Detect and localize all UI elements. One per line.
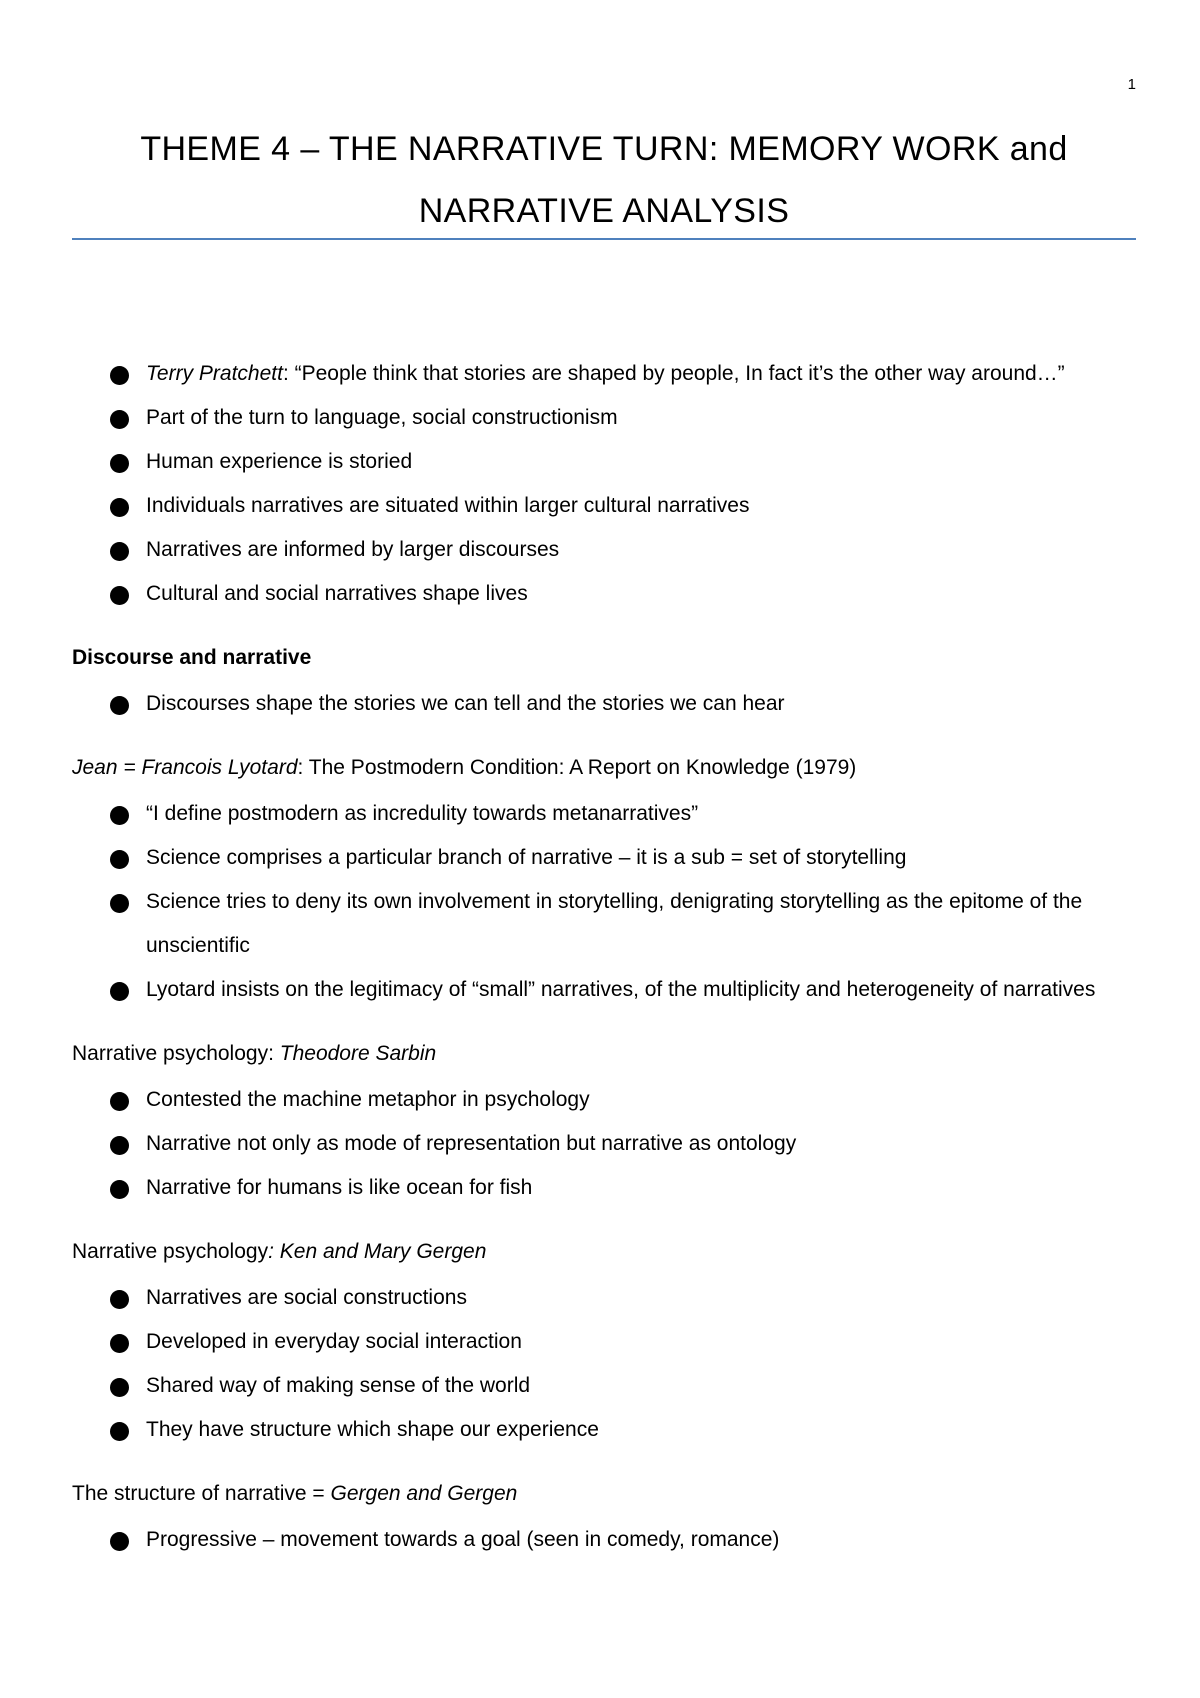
bullet-icon <box>110 894 129 913</box>
list-item <box>72 1408 1142 1452</box>
list-item-text: They have structure which shape our experience <box>146 1418 599 1441</box>
bullet-icon <box>110 454 129 473</box>
section-heading-lyotard <box>72 746 1142 790</box>
list-item <box>72 572 1142 616</box>
bullet-icon <box>110 586 129 605</box>
list-item-text: Discourses shape the stories we can tell and the stories we can hear <box>146 692 785 715</box>
author-name: : Ken and Mary Gergen <box>268 1240 487 1263</box>
list-item-text: Part of the turn to language, social constructionism <box>146 406 618 429</box>
list-item-text: Cultural and social narratives shape lives <box>146 582 528 605</box>
list-item <box>72 836 1142 880</box>
heading-text: : The Postmodern Condition: A Report on Knowledge (1979) <box>297 756 857 779</box>
gergen-list <box>72 1276 1142 1452</box>
lyotard-list <box>72 792 1142 1012</box>
bullet-icon <box>110 410 129 429</box>
list-item <box>72 1122 1142 1166</box>
title-line-2: NARRATIVE ANALYSIS <box>418 192 790 230</box>
bullet-icon <box>110 1334 129 1353</box>
bullet-icon <box>110 850 129 869</box>
list-item-text: Developed in everyday social interaction <box>146 1330 522 1353</box>
bullet-icon <box>110 982 129 1001</box>
document-body <box>72 352 1142 1562</box>
list-item-text: Science comprises a particular branch of narrative – it is a sub = set of storytelling <box>146 846 907 869</box>
list-item <box>72 484 1142 528</box>
structure-list <box>72 1518 1142 1562</box>
page-number: 1 <box>1127 76 1136 93</box>
list-item <box>72 528 1142 572</box>
heading-text: Discourse and narrative <box>72 646 312 669</box>
list-item <box>72 1276 1142 1320</box>
sarbin-list <box>72 1078 1142 1210</box>
list-item <box>72 396 1142 440</box>
list-item-text: Human experience is storied <box>146 450 413 473</box>
list-item-text: Individuals narratives are situated within larger cultural narratives <box>146 494 750 517</box>
section-heading-sarbin <box>72 1032 1142 1076</box>
bullet-icon <box>110 1136 129 1155</box>
list-item-text: Narratives are informed by larger discourses <box>146 538 560 561</box>
bullet-icon <box>110 1532 129 1551</box>
list-item <box>72 1078 1142 1122</box>
heading-text: The structure of narrative = <box>72 1482 331 1505</box>
list-item <box>72 1166 1142 1210</box>
list-item <box>72 1518 1142 1562</box>
heading-text: Narrative psychology: <box>72 1042 280 1065</box>
list-item <box>72 792 1142 836</box>
section-heading-discourse <box>72 636 1142 680</box>
list-item <box>72 968 1142 1012</box>
list-item-text: Contested the machine metaphor in psychology <box>146 1088 590 1111</box>
list-item-text: Progressive – movement towards a goal (seen in comedy, romance) <box>146 1528 780 1551</box>
quote-author: Terry Pratchett <box>146 362 283 385</box>
bullet-icon <box>110 1092 129 1111</box>
bullet-icon <box>110 366 129 385</box>
bullet-icon <box>110 1180 129 1199</box>
list-item-text: Shared way of making sense of the world <box>146 1374 531 1397</box>
bullet-icon <box>110 542 129 561</box>
bullet-icon <box>110 1422 129 1441</box>
bullet-icon <box>110 1290 129 1309</box>
title-line-1: THEME 4 – THE NARRATIVE TURN: MEMORY WORK and <box>140 130 1068 168</box>
bullet-icon <box>110 498 129 517</box>
list-item-text: “I define postmodern as incredulity towards metanarratives” <box>146 802 699 825</box>
list-item <box>72 682 1142 726</box>
list-item <box>72 440 1142 484</box>
list-item-text: Lyotard insists on the legitimacy of “small” narratives, of the multiplicity and heterogeneity of narratives <box>146 978 1096 1001</box>
list-item-text: Narrative not only as mode of representation but narrative as ontology <box>146 1132 797 1155</box>
list-item-text: Science tries to deny its own involvement in storytelling, denigrating storytelling as the epitome of the unscientific <box>146 890 1083 957</box>
discourse-list <box>72 682 1142 726</box>
quote-text: : “People think that stories are shaped by people, In fact it’s the other way around…” <box>282 362 1065 385</box>
list-item <box>72 1320 1142 1364</box>
author-name: Jean = Francois Lyotard <box>72 756 298 779</box>
section-heading-gergen <box>72 1230 1142 1274</box>
list-item <box>72 352 1142 396</box>
bullet-icon <box>110 696 129 715</box>
section-heading-structure <box>72 1472 1142 1516</box>
list-item-text: Narratives are social constructions <box>146 1286 467 1309</box>
list-item <box>72 880 1142 968</box>
document-title <box>72 118 1136 242</box>
bullet-icon <box>110 806 129 825</box>
list-item <box>72 1364 1142 1408</box>
heading-text: Narrative psychology <box>72 1240 269 1263</box>
intro-list <box>72 352 1142 616</box>
author-name: Theodore Sarbin <box>279 1042 437 1065</box>
author-name: Gergen and Gergen <box>330 1482 518 1505</box>
title-underline <box>72 238 1136 240</box>
bullet-icon <box>110 1378 129 1397</box>
list-item-text: Narrative for humans is like ocean for fish <box>146 1176 533 1199</box>
